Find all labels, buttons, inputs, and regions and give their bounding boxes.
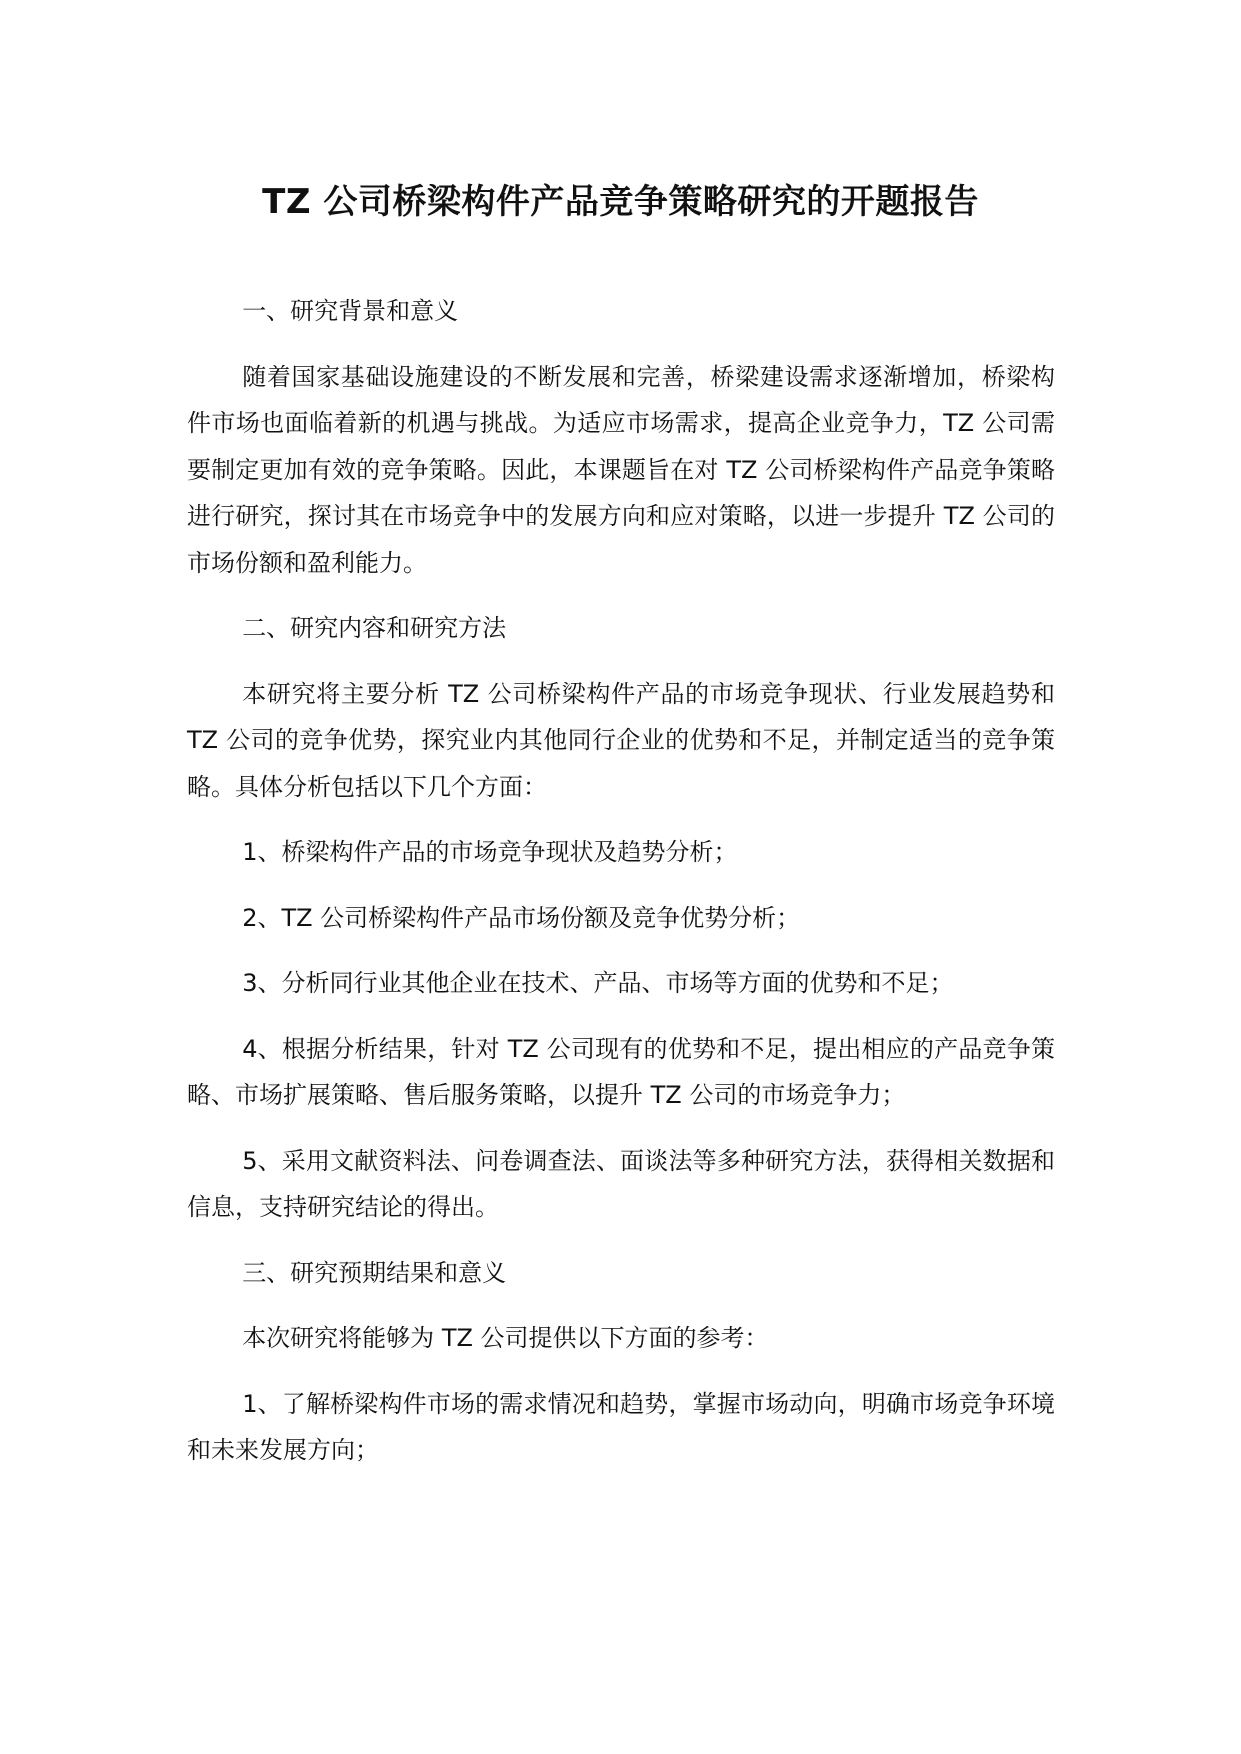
list-item-5: 5、采用文献资料法、问卷调查法、面谈法等多种研究方法，获得相关数据和信息，支持研究结论的得出。: [187, 1146, 1055, 1221]
paragraph-content-intro: 本研究将主要分析 TZ 公司桥梁构件产品的市场竞争现状、行业发展趋势和 TZ 公司的竞争优势，探究业内其他同行企业的优势和不足，并制定适当的竞争策略。具体分析包括以下几个方面：: [187, 679, 1055, 801]
section-heading-content-methods: 二、研究内容和研究方法: [242, 614, 507, 642]
document-title: TZ 公司桥梁构件产品竞争策略研究的开题报告: [262, 182, 979, 222]
section-heading-expected-results: 三、研究预期结果和意义: [242, 1258, 507, 1287]
list-item-4: 4、根据分析结果，针对 TZ 公司现有的优势和不足，提出相应的产品竞争策略、市场扩展策略、售后服务策略，以提升 TZ 公司的市场竞争力；: [187, 1034, 1055, 1109]
list-item-2: 2、TZ 公司桥梁构件产品市场份额及竞争优势分析；: [242, 903, 801, 932]
paragraph-background: 随着国家基础设施建设的不断发展和完善，桥梁建设需求逐渐增加，桥梁构件市场也面临着新的机遇与挑战。为适应市场需求，提高企业竞争力，TZ 公司需要制定更加有效的竞争策略。因此，本课题旨在对 TZ 公司桥梁构件产品竞争策略进行研究，探讨其在市场竞争中的发展方向和应对策略，以进一步提升 TZ 公司的市场份额和盈利能力。: [187, 362, 1055, 577]
list-item-3: 3、分析同行业其他企业在技术、产品、市场等方面的优势和不足；: [242, 969, 954, 997]
result-item-1: 1、了解桥梁构件市场的需求情况和趋势，掌握市场动向，明确市场竞争环境和未来发展方向；: [187, 1389, 1055, 1464]
paragraph-results-intro: 本次研究将能够为 TZ 公司提供以下方面的参考：: [242, 1324, 769, 1352]
section-heading-background: 一、研究背景和意义: [242, 297, 459, 325]
document-body: [187, 288, 1055, 1493]
list-item-1: 1、桥梁构件产品的市场竞争现状及趋势分析；: [242, 838, 738, 866]
